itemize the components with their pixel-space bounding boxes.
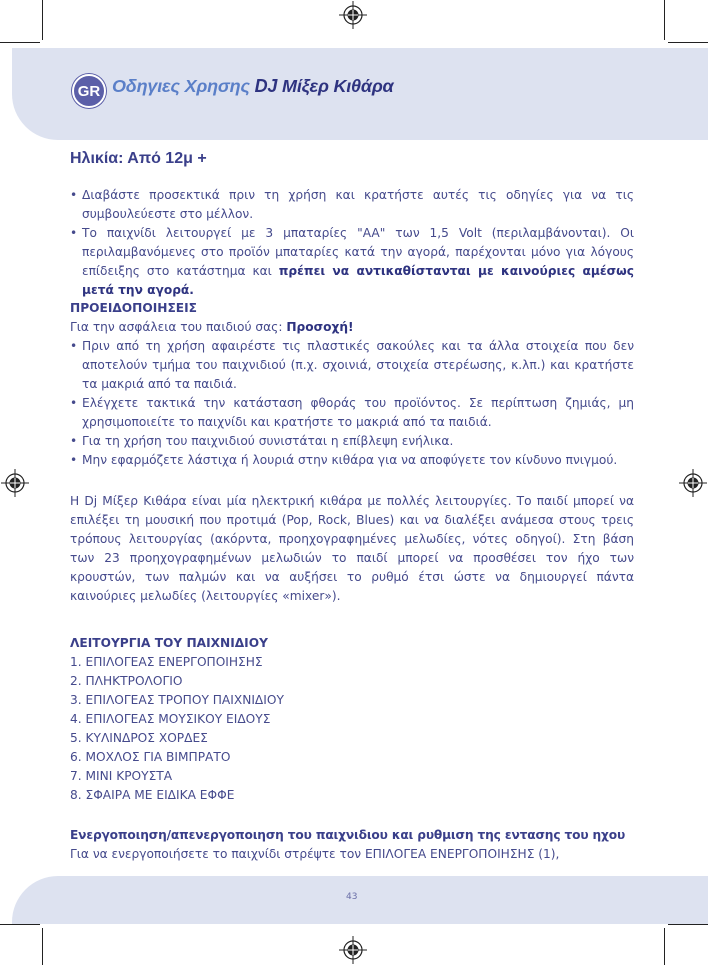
language-badge: GR <box>72 74 106 108</box>
function-heading: ΛΕΙΤΟΥΡΓΙΑ ΤΟΥ ΠΑΙΧΝΙΔΙΟΥ <box>70 636 268 650</box>
list-item: 6. ΜΟΧΛΟΣ ΓΙΑ ΒΙΜΠΡΑΤΟ <box>70 750 231 764</box>
function-section <box>70 634 634 805</box>
crop-mark <box>668 42 708 43</box>
page-title <box>112 76 394 97</box>
crop-mark <box>0 924 40 925</box>
warnings-list <box>70 337 634 470</box>
crop-mark <box>42 0 43 40</box>
power-heading: Ενεργοποιηση/απενεργοποιηση του παιχνιδιου και ρυθμιση της εντασης του ηχου <box>70 828 626 842</box>
list-item: 8. ΣΦΑΙΡΑ ΜΕ ΕΙΔΙΚΑ ΕΦΦΕ <box>70 788 235 802</box>
list-item: 1. ΕΠΙΛΟΓΕΑΣ ΕΝΕΡΓΟΠΟΙΗΣΗΣ <box>70 655 263 669</box>
intro-list <box>70 186 634 300</box>
crop-mark <box>42 928 43 965</box>
list-item: 2. ΠΛΗΚΤΡΟΛΟΓΙΟ <box>70 674 183 688</box>
list-item: 4. ΕΠΙΛΟΓΕΑΣ ΜΟΥΣΙΚΟΥ ΕΙΔΟΥΣ <box>70 712 271 726</box>
crop-mark <box>664 0 665 40</box>
list-item: • Διαβάστε προσεκτικά πριν τη χρήση και κρατήστε αυτές τις οδηγίες για να τις συμβουλεύεστε στο μέλλον. <box>70 186 634 224</box>
warnings-heading: ΠΡΟΕΙΔΟΠΟΙΗΣΕΙΣ <box>70 301 197 315</box>
battery-warning-bold: πρέπει να αντικαθίστανται με καινούριες αμέσως μετά την αγορά. <box>82 264 634 297</box>
title-part-product: DJ Μίξερ Κιθάρα <box>254 76 394 96</box>
registration-mark-icon <box>339 936 367 964</box>
footer-band <box>12 876 708 924</box>
crop-mark <box>0 42 40 43</box>
crop-mark <box>664 928 665 965</box>
warnings-section <box>70 299 634 470</box>
list-item: 5. ΚΥΛΙΝΔΡΟΣ ΧΟΡΔΕΣ <box>70 731 208 745</box>
list-item: 7. ΜΙΝΙ ΚΡΟΥΣΤΑ <box>70 769 173 783</box>
list-item: • Ελέγχετε τακτικά την κατάσταση φθοράς του προϊόντος. Σε περίπτωση ζημιάς, μη χρησιμοποιείτε το παιχνίδι και κρατήστε το μακριά από τα παιδιά. <box>70 394 634 432</box>
crop-mark <box>668 924 708 925</box>
power-text: Για να ενεργοποιήσετε το παιχνίδι στρέψτε τον ΕΠΙΛΟΓΕΑ ΕΝΕΡΓΟΠΟΙΗΣΗΣ (1), <box>70 847 560 861</box>
list-item: • Το παιχνίδι λειτουργεί με 3 μπαταρίες "AA" των 1,5 Volt (περιλαμβάνονται). Οι περιλαμβανόμενες στο προϊόν μπαταρίες κατά την αγορά, παρέχονται μόνο για λόγους επίδειξης στο κατάστημα και πρέπει να αντικαθίστανται με καινούριες αμέσως μετά την αγορά. <box>70 224 634 300</box>
product-description: Η Dj Μίξερ Κιθάρα είναι μία ηλεκτρική κιθάρα με πολλές λειτουργίες. Το παιδί μπορεί να επιλέξει τη μουσική που προτιμά (Pop, Rock, Blues) και να διαλέξει ανάμεσα στους τρεις τρόπους λειτουργίας (ακόρντα, προηχογραφημένες μελωδίες, νότες οδηγοί). Στη βάση των 23 προηχογραφημένων μελωδιών το παιδί μπορεί να προσθέσει τον ήχο των κρουστών, των παλμών και να αυξήσει το ρυθμό έτσι ώστε να δημιουργεί πάντα καινούριες μελωδίες (λειτουργίες «mixer»). <box>70 494 634 603</box>
list-item: 3. ΕΠΙΛΟΓΕΑΣ ΤΡΟΠΟΥ ΠΑΙΧΝΙΔΙΟΥ <box>70 693 284 707</box>
caution-label: Προσοχή! <box>286 320 354 334</box>
title-part-instructions: Οδηγιες Χρησης <box>112 76 250 96</box>
list-item: • Πριν από τη χρήση αφαιρέστε τις πλαστικές σακούλες και τα άλλα στοιχεία που δεν αποτελούν τμήμα του παιχνιδιού (π.χ. σχοινιά, στοιχεία στερέωσης, κ.λπ.) και κρατήστε τα μακριά από τα παιδιά. <box>70 337 634 394</box>
registration-mark-icon <box>339 1 367 29</box>
age-label: Ηλικία: Από 12μ + <box>70 150 207 167</box>
registration-mark-icon <box>1 469 29 497</box>
safety-line: Για την ασφάλεια του παιδιού σας: Προσοχή! <box>70 320 354 334</box>
registration-mark-icon <box>679 469 707 497</box>
list-item: • Μην εφαρμόζετε λάστιχα ή λουριά στην κιθάρα για να αποφύγετε τον κίνδυνο πνιγμού. <box>70 451 634 470</box>
page-number: 43 <box>346 892 358 902</box>
list-item: • Για τη χρήση του παιχνιδιού συνιστάται η επίβλεψη ενήλικα. <box>70 432 634 451</box>
function-list <box>70 653 634 805</box>
power-section <box>70 826 634 864</box>
